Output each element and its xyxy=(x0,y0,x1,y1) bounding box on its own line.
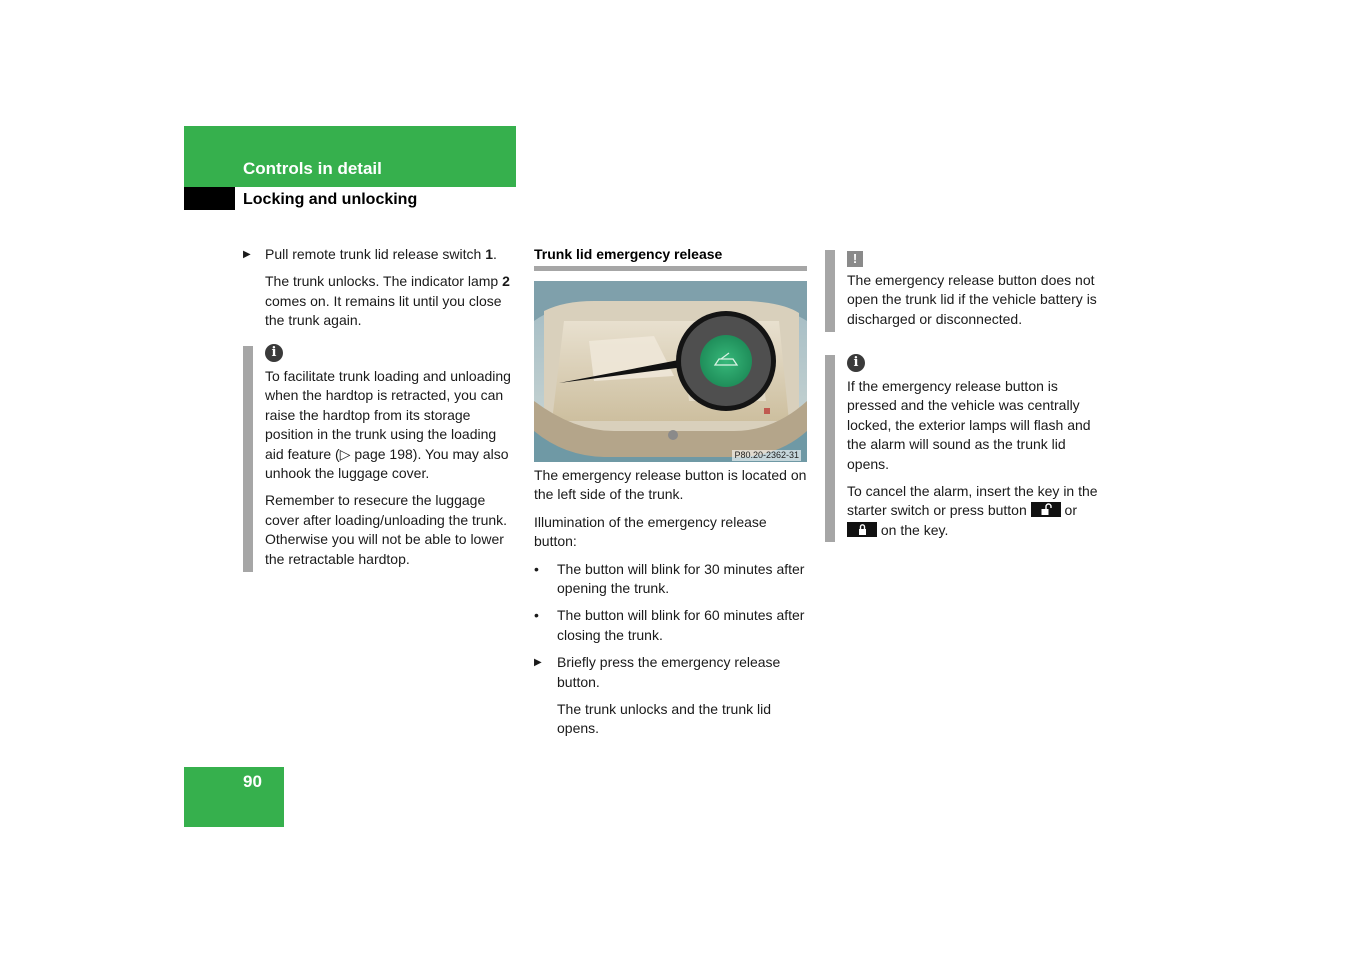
info-icon: i xyxy=(265,344,283,362)
trunk-photo xyxy=(534,281,807,462)
subsection-title: Locking and unlocking xyxy=(243,191,418,208)
step-result: The trunk unlocks. The indicator lamp 2 comes on. It remains lit until you close the trunk again. xyxy=(265,273,510,329)
header-marker xyxy=(184,187,235,210)
info-note xyxy=(847,352,1102,540)
section-heading: Trunk lid emergency release xyxy=(534,246,723,262)
paragraph: Illumination of the emergency release button: xyxy=(534,513,767,550)
instruction-step: ▶ Briefly press the emergency release button. xyxy=(534,654,781,690)
lock-icon xyxy=(847,522,877,537)
step-arrow-icon: ▶ xyxy=(534,657,542,669)
bullet-icon: • xyxy=(534,607,539,624)
info-note xyxy=(265,342,517,569)
image-code: P80.20-2362-31 xyxy=(734,450,799,460)
info-paragraph: If the emergency release button is pressed and the vehicle was centrally locked, the exterior lamps will flash and the alarm will sound as the trunk lid opens. xyxy=(847,378,1091,472)
page-number: 90 xyxy=(243,772,262,791)
warning-paragraph: The emergency release button does not open the trunk lid if the vehicle battery is discharged or disconnected. xyxy=(847,272,1097,327)
step-result: The trunk unlocks and the trunk lid opens. xyxy=(557,701,772,737)
bullet-icon: • xyxy=(534,560,539,577)
list-item: • The button will blink for 30 minutes after opening the trunk. xyxy=(534,560,805,597)
column-1 xyxy=(243,245,518,331)
paragraph: The emergency release button is located on the left side of the trunk. xyxy=(534,467,807,503)
info-bar xyxy=(243,346,253,572)
unlock-icon xyxy=(1031,502,1061,517)
heading-rule xyxy=(534,266,807,271)
list-item: • The button will blink for 60 minutes after closing the trunk. xyxy=(534,607,805,643)
info-icon: i xyxy=(847,354,865,372)
info-bar xyxy=(825,355,835,542)
warning-icon: ! xyxy=(847,251,863,267)
info-paragraph: To cancel the alarm, insert the key in the starter switch or press button or on the key. xyxy=(847,483,1098,538)
section-title: Controls in detail xyxy=(243,159,382,178)
callout-number: 2 xyxy=(502,273,510,290)
step-arrow-icon: ▶ xyxy=(243,249,251,260)
warning-note xyxy=(847,249,1102,329)
info-paragraph: To facilitate trunk loading and unloading when the hardtop is retracted, you can raise the hardtop from its storage position in the trunk using the loading aid feature (▷ page 198). You may also unhook the luggage cover. xyxy=(265,368,511,482)
info-paragraph: Remember to resecure the luggage cover after loading/unloading the trunk. Otherwise you will not be able to lower the retractable hardtop. xyxy=(265,492,508,567)
trunk-illustration xyxy=(534,281,807,462)
column-2 xyxy=(534,466,809,739)
callout-number: 1 xyxy=(485,246,493,262)
warning-bar xyxy=(825,250,835,332)
instruction-step: ▶ Pull remote trunk lid release switch 1. xyxy=(243,245,518,264)
page-number-box xyxy=(184,767,284,827)
page-reference-icon: ▷ xyxy=(339,445,351,462)
